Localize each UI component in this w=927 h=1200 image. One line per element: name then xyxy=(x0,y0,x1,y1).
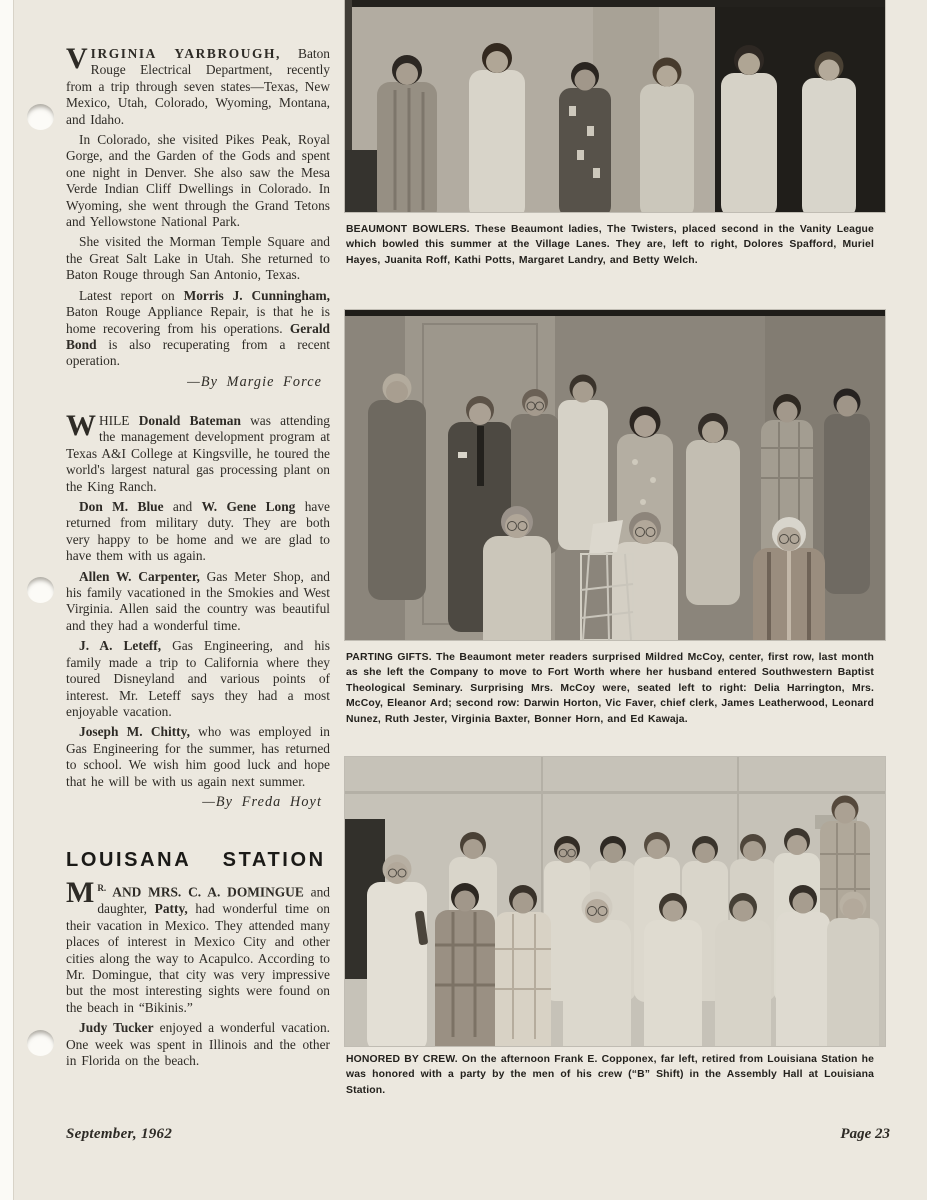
photo-beaumont-bowlers xyxy=(345,0,885,212)
drop-cap: V xyxy=(66,42,88,75)
paragraph: Judy Tucker enjoyed a wonderful vacation. One week was spent in Illinois and the other in Florida on the beach. xyxy=(66,1020,330,1068)
photo-honored-by-crew xyxy=(345,757,885,1046)
punch-hole-middle xyxy=(27,577,54,603)
punch-hole-bottom xyxy=(27,1030,54,1056)
photo-column xyxy=(345,0,885,1200)
punch-hole-top xyxy=(27,104,54,130)
photo-parting-gifts xyxy=(345,310,885,640)
article-donald-bateman xyxy=(66,409,330,810)
byline-margie-force: —By Margie Force xyxy=(187,373,322,390)
paragraph: WHILE Donald Bateman was attending the management development program at Texas A&I College at Kingsville, he toured the world's largest natural gas processing plant on the King Ranch. xyxy=(66,409,330,494)
paragraph: Latest report on Morris J. Cunningham, Baton Rouge Appliance Repair, is that he is home recovering from his operations. Gerald Bond is also recuperating from a recent operation. xyxy=(66,287,330,369)
footer-page-number: Page 23 xyxy=(840,1126,890,1142)
paragraph: Don M. Blue and W. Gene Long have returned from military duty. They are both very happy to be home and we are glad to have them with us again. xyxy=(66,499,330,564)
paragraph: M $^{R.}$ AND MRS. C. A. DOMINGUE and daughter, Patty, had wonderful time on their vacation in Mexico. They attended many places of interest in Mexico City and other cities along the way to Acapulco. According to Mr. Domingue, that city was very impressive but the most interesting sights were found on the beach in “Bikinis.” xyxy=(66,876,330,1015)
paragraph: Allen W. Carpenter, Gas Meter Shop, and his family vacationed in the Smokies and West Virginia. Allen said the country was beautiful and they had a wonderful time. xyxy=(66,568,330,633)
caption-parting-gifts: PARTING GIFTS. The Beaumont meter readers surprised Mildred McCoy, center, first row, last month as she left the Company to move to Fort Worth where her husband entered Southwestern Baptist Theological Seminary. Surprising Mrs. McCoy were, seated left to right: Delia Harrington, Mrs. McCoy, Eleanor Ard; second row: Darwin Horton, Vic Faver, chief clerk, James Leatherwood, Leonard Nunez, Ruth Jester, Virginia Baxter, Bonner Horn, and Ed Kawaja. xyxy=(346,652,874,725)
article-louisana-station xyxy=(66,849,330,1073)
drop-cap: W xyxy=(66,409,96,442)
paragraph: Joseph M. Chitty, who was employed in Gas Engineering for the summer, has returned to school. We wish him good luck and hope that he will be with us again next summer. xyxy=(66,724,330,789)
photo-honored-by-crew-image xyxy=(345,757,885,1046)
paragraph: VIRGINIA YARBROUGH, Baton Rouge Electrical Department, recently from a trip through seven states—Texas, New Mexico, Utah, Colorado, Wyoming, Montana, and Idaho. xyxy=(66,42,331,127)
article-virginia-yarbrough xyxy=(66,42,331,390)
section-heading-louisana-station: LOUISANA STATION xyxy=(66,849,326,871)
paragraph: J. A. Leteff, Gas Engineering, and his family made a trip to California where they toured Disneyland and various points of interest. Mr. Leteff says they had a most enjoyable vacation. xyxy=(66,638,330,719)
photo-parting-gifts-image xyxy=(345,310,885,640)
scan-edge xyxy=(0,0,14,1200)
photo-beaumont-bowlers-image xyxy=(345,0,885,212)
byline-freda-hoyt: —By Freda Hoyt xyxy=(202,793,322,810)
footer-issue-date: September, 1962 xyxy=(66,1126,173,1142)
caption-beaumont-bowlers: BEAUMONT BOWLERS. These Beaumont ladies, The Twisters, placed second in the Vanity League which bowled this summer at the Village Lanes. They are, left to right, Dolores Spafford, Muriel Hayes, Juanita Roff, Kathi Potts, Margaret Landry, and Betty Welch. xyxy=(346,224,874,266)
paragraph: In Colorado, she visited Pikes Peak, Royal Gorge, and the Garden of the Gods and spent one night in Denver. She also saw the Mesa Verde Indian Cliff Dwellings in Colorado. In Wyoming, she went through the Grand Tetons and Yellowstone National Park. xyxy=(66,132,330,230)
drop-cap: M xyxy=(66,876,95,910)
paragraph: She visited the Morman Temple Square and the Great Salt Lake in Utah. She returned to Baton Rouge through San Antonio, Texas. xyxy=(66,234,330,283)
caption-honored-by-crew: HONORED BY CREW. On the afternoon Frank E. Copponex, far left, retired from Louisiana Station he was honored with a party by the men of his crew (“B” Shift) in the Assembly Hall at Louisiana Station. xyxy=(346,1054,874,1096)
